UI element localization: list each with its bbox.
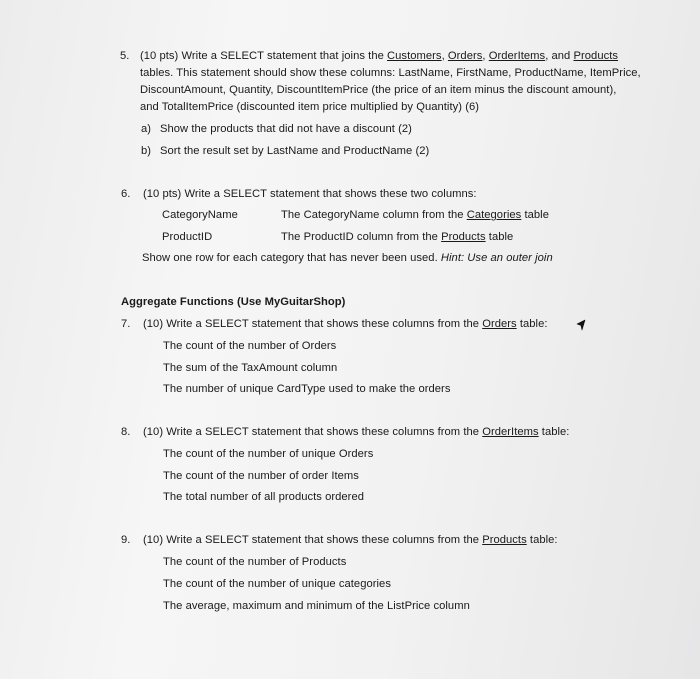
mouse-pointer-icon: [576, 319, 586, 331]
intro-text: (10) Write a SELECT statement that shows these columns from the: [143, 534, 483, 546]
q9-item: The count of the number of Products: [163, 556, 347, 568]
table-name-orders: Orders: [482, 318, 517, 330]
q9-item: The average, maximum and minimum of the ListPrice column: [163, 600, 470, 612]
desc-text: The ProductID column from the: [281, 231, 442, 243]
table-name-products: Products: [482, 534, 527, 546]
q9-number: 9.: [121, 534, 131, 546]
desc-text: table: [485, 231, 514, 243]
q5-part-b-text: Sort the result set by LastName and ProductName (2): [160, 145, 430, 157]
q5-line-2: tables. This statement should show these columns: LastName, FirstName, ProductName, ItemPrice,: [140, 67, 641, 79]
desc-text: table: [521, 209, 549, 221]
q6-column-name-1: CategoryName: [162, 209, 238, 221]
table-name-products: Products: [441, 231, 486, 243]
section-title: Aggregate Functions (Use MyGuitarShop): [121, 296, 346, 308]
table-name-customers: Customers: [387, 50, 442, 62]
q7-item: The count of the number of Orders: [163, 340, 337, 352]
q6-column-desc-2: [281, 230, 513, 245]
hint-text: Hint: Use an outer join: [440, 252, 553, 264]
q6-number: 6.: [121, 188, 131, 200]
q5-line-1: [140, 49, 618, 64]
q5-line-4: and TotalItemPrice (discounted item price multiplied by Quantity) (6): [140, 101, 480, 113]
q8-number: 8.: [121, 426, 131, 438]
q5-part-b-label: b): [141, 145, 152, 157]
desc-text: The CategoryName column from the: [281, 209, 467, 221]
intro-text: table:: [516, 318, 548, 330]
q7-item: The sum of the TaxAmount column: [163, 362, 338, 374]
intro-text: table:: [526, 534, 558, 546]
q8-item: The total number of all products ordered: [163, 491, 364, 503]
q9-intro: [143, 533, 558, 548]
separator: ,: [482, 50, 489, 62]
intro-text: (10) Write a SELECT statement that shows these columns from the: [143, 426, 483, 438]
table-name-products: Products: [573, 50, 619, 62]
table-name-orderitems: OrderItems: [482, 426, 539, 438]
q7-number: 7.: [121, 318, 131, 330]
q5-part-a-label: a): [141, 123, 152, 135]
note-text: Show one row for each category that has never been used.: [142, 252, 441, 264]
q9-item: The count of the number of unique categories: [163, 578, 391, 590]
q6-column-name-2: ProductID: [162, 231, 213, 243]
q6-column-desc-1: [281, 208, 549, 223]
q8-item: The count of the number of unique Orders: [163, 448, 374, 460]
q5-part-a-text: Show the products that did not have a discount (2): [160, 123, 412, 135]
intro-text: (10) Write a SELECT statement that shows these columns from the: [143, 318, 483, 330]
q6-intro: (10 pts) Write a SELECT statement that shows these two columns:: [143, 188, 477, 200]
q5-text: (10 pts) Write a SELECT statement that joins the: [140, 50, 388, 62]
table-name-orderitems: OrderItems: [488, 50, 546, 62]
table-name-orders: Orders: [447, 50, 483, 62]
q7-intro: [143, 317, 548, 332]
q8-intro: [143, 425, 569, 440]
separator: , and: [545, 50, 574, 62]
table-name-categories: Categories: [466, 209, 522, 221]
intro-text: table:: [538, 426, 570, 438]
q5-line-3: DiscountAmount, Quantity, DiscountItemPrice (the price of an item minus the discount amount),: [140, 84, 617, 96]
separator: ,: [441, 50, 448, 62]
q5-number: 5.: [120, 50, 130, 62]
q7-item: The number of unique CardType used to make the orders: [163, 383, 451, 395]
q8-item: The count of the number of order Items: [163, 470, 359, 482]
q6-note: [142, 251, 553, 266]
